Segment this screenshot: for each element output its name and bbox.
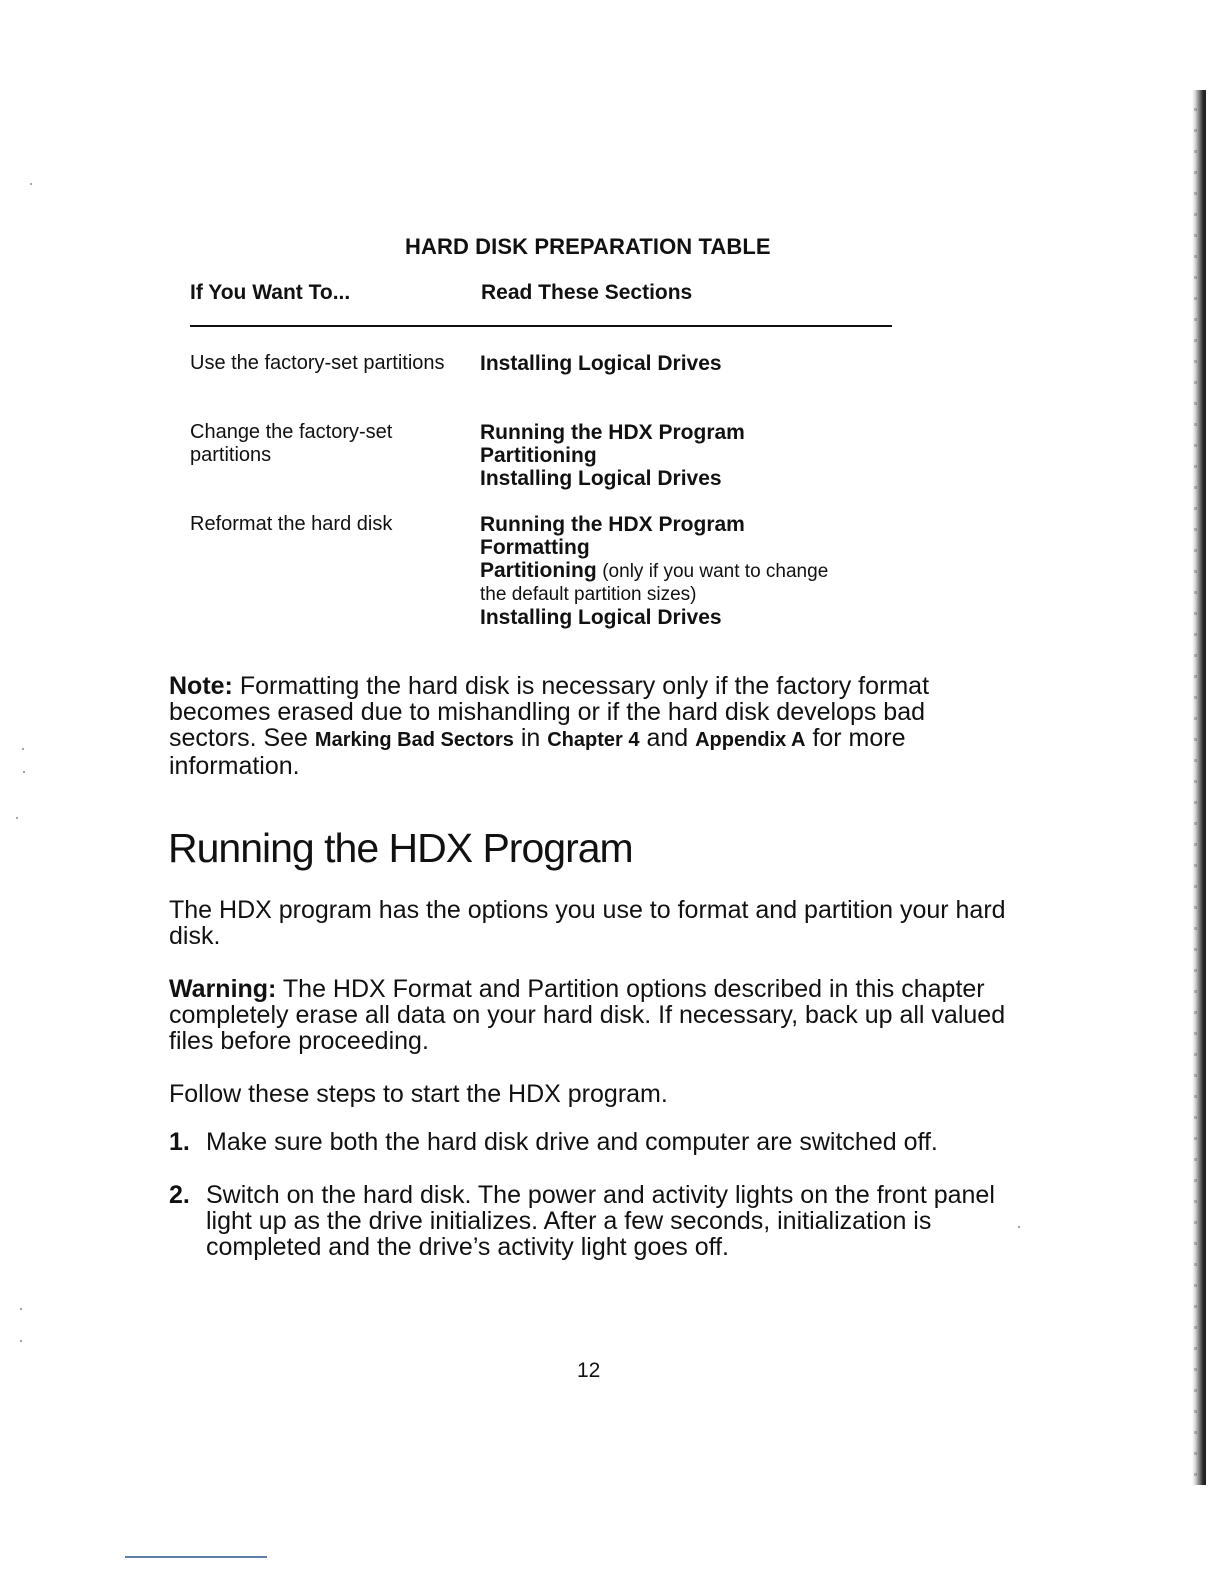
- scan-speck: [30, 183, 32, 185]
- section-note: (only if you want to change the default partition sizes): [480, 561, 829, 605]
- note-text: and: [646, 724, 689, 752]
- note-text: for more information.: [169, 724, 906, 780]
- scanned-page-edge: [1192, 90, 1206, 1485]
- table-header-rule: [190, 325, 892, 327]
- table-cell-sections: [480, 352, 840, 375]
- note-reference-appendix: Appendix A: [695, 729, 806, 751]
- section-heading: Running the HDX Program: [168, 825, 633, 871]
- follow-steps-paragraph: Follow these steps to start the HDX program.: [169, 1080, 668, 1108]
- warning-text: The HDX Format and Partition options described in this chapter completely erase all data on your hard disk. If necessary, back up all valued files before proceeding.: [169, 975, 1006, 1055]
- section-reference: Running the HDX Program: [480, 513, 745, 536]
- scan-speck: [22, 748, 24, 750]
- scan-speck: [16, 817, 18, 819]
- bottom-scan-line: [125, 1556, 267, 1558]
- step-item: [169, 1129, 1019, 1159]
- step-number: 2.: [169, 1181, 190, 1209]
- table-row-change-factory: [190, 421, 840, 493]
- step-text: Switch on the hard disk. The power and activity lights on the front panel light up as the drive initializes. After a few seconds, initialization is completed and the drive’s activity light goes off.: [206, 1181, 995, 1261]
- table-cell-want: Use the factory-set partitions: [190, 352, 445, 374]
- table-row-reformat: [190, 513, 840, 633]
- note-text: Formatting the hard disk is necessary only if the factory format becomes erased due to mishandling or if the hard disk develops bad sectors. See: [169, 672, 930, 752]
- section-reference: Installing Logical Drives: [480, 352, 722, 375]
- note-paragraph: [169, 673, 1019, 779]
- table-cell-sections: [480, 513, 840, 629]
- column-header-sections: Read These Sections: [481, 281, 693, 304]
- note-reference-chapter: Chapter 4: [547, 729, 640, 751]
- table-cell-want: Reformat the hard disk: [190, 513, 393, 535]
- step-item: [169, 1182, 1019, 1266]
- scan-speck: [23, 771, 25, 773]
- section-reference: Running the HDX Program: [480, 421, 745, 444]
- scan-speck: [20, 1308, 22, 1310]
- warning-label: Warning:: [169, 975, 277, 1003]
- note-reference-marking-bad-sectors: Marking Bad Sectors: [314, 729, 514, 751]
- note-text: in: [520, 724, 541, 752]
- section-intro: The HDX program has the options you use to format and partition your hard disk.: [169, 896, 1006, 950]
- table-cell-sections: [480, 421, 840, 490]
- section-reference: Formatting: [480, 536, 590, 559]
- section-reference: Partitioning: [480, 444, 597, 467]
- warning-paragraph: [169, 976, 1019, 1054]
- page-number: 12: [577, 1359, 601, 1382]
- note-label: Note:: [169, 672, 233, 700]
- section-reference: Installing Logical Drives: [480, 606, 722, 629]
- table-row-use-factory: [190, 352, 840, 402]
- column-header-want: If You Want To...: [190, 281, 351, 304]
- step-text: Make sure both the hard disk drive and computer are switched off.: [206, 1128, 938, 1156]
- section-reference: Partitioning: [480, 559, 597, 582]
- table-title: HARD DISK PREPARATION TABLE: [405, 234, 771, 259]
- step-number: 1.: [169, 1128, 190, 1156]
- partitioning-note-line: [480, 559, 840, 606]
- table-cell-want: Change the factory-set partitions: [190, 421, 393, 466]
- section-reference: Installing Logical Drives: [480, 467, 722, 490]
- scan-speck: [20, 1340, 22, 1342]
